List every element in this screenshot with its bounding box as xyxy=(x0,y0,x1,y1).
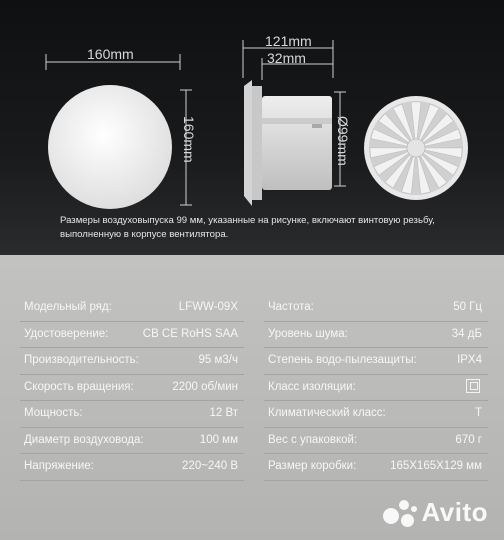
spec-value: 2200 об/мин xyxy=(172,380,238,393)
spec-value: CB CE RoHS SAA xyxy=(142,327,238,340)
spec-label: Скорость вращения: xyxy=(24,380,134,393)
spec-row xyxy=(264,348,488,375)
spec-value: 95 м3/ч xyxy=(198,354,238,366)
spec-label: Удостоверение: xyxy=(24,327,109,340)
spec-label: Напряжение: xyxy=(24,460,94,472)
spec-row xyxy=(20,348,244,375)
spec-row xyxy=(264,322,488,349)
spec-label: Климатический класс: xyxy=(268,407,386,419)
spec-label: Уровень шума: xyxy=(268,327,348,340)
spec-label: Частота: xyxy=(268,301,314,313)
spec-value: T xyxy=(474,407,482,419)
drawing-caption xyxy=(60,214,480,242)
spec-row xyxy=(20,401,244,428)
spec-value: 100 мм xyxy=(199,433,238,446)
side-depth-label: 32mm xyxy=(267,50,306,66)
spec-row xyxy=(20,322,244,349)
double-square-class-ii-icon xyxy=(466,379,480,393)
spec-row xyxy=(20,428,244,455)
avito-wordmark: Avito xyxy=(421,497,488,527)
spec-value: 50 Гц xyxy=(453,301,482,313)
spec-row xyxy=(20,295,244,322)
spec-label: Размер коробки: xyxy=(268,460,357,472)
caption-line-1: Размеры воздуховыпуска 99 мм, указанные на рисунке, включают винтовую резьбу, xyxy=(60,215,435,226)
product-drawing-panel xyxy=(0,0,504,255)
spec-value: 670 г xyxy=(455,433,482,446)
side-diameter-label: Ø99mm xyxy=(335,116,351,166)
spec-value: 34 дБ xyxy=(451,327,482,340)
front-height-label: 160mm xyxy=(181,116,197,163)
spec-row xyxy=(264,401,488,428)
spec-value: LFWW-09X xyxy=(178,301,238,313)
spec-value: 220~240 В xyxy=(182,460,238,472)
spec-value: 165X165X129 мм xyxy=(390,460,482,472)
spec-label: Модельный ряд: xyxy=(24,301,112,313)
caption-line-2: выполненную в корпусе вентилятора. xyxy=(60,229,229,240)
spec-label: Класс изоляции: xyxy=(268,380,356,393)
shutter-front-view xyxy=(364,96,468,200)
spec-row xyxy=(20,375,244,402)
avito-dots-icon xyxy=(383,498,417,528)
spec-row xyxy=(20,454,244,481)
spec-value: 12 Вт xyxy=(209,407,238,419)
spec-column-right xyxy=(264,295,488,481)
spec-label: Диаметр воздуховода: xyxy=(24,433,144,446)
spec-label: Производительность: xyxy=(24,354,139,366)
spec-row xyxy=(264,295,488,322)
front-width-label: 160mm xyxy=(87,46,134,62)
spec-column-left xyxy=(20,295,244,481)
spec-label: Вес с упаковкой: xyxy=(268,433,358,446)
front-panel-disc xyxy=(48,85,172,209)
spec-row xyxy=(264,454,488,481)
spec-row xyxy=(264,375,488,402)
avito-watermark xyxy=(383,497,488,528)
spec-value: IPX4 xyxy=(457,354,482,366)
side-total-label: 121mm xyxy=(265,33,312,49)
spec-label: Мощность: xyxy=(24,407,83,419)
spec-table xyxy=(0,255,504,540)
spec-label: Степень водо-пылезащиты: xyxy=(268,354,417,366)
fan-side-view xyxy=(244,80,332,206)
spec-row xyxy=(264,428,488,455)
